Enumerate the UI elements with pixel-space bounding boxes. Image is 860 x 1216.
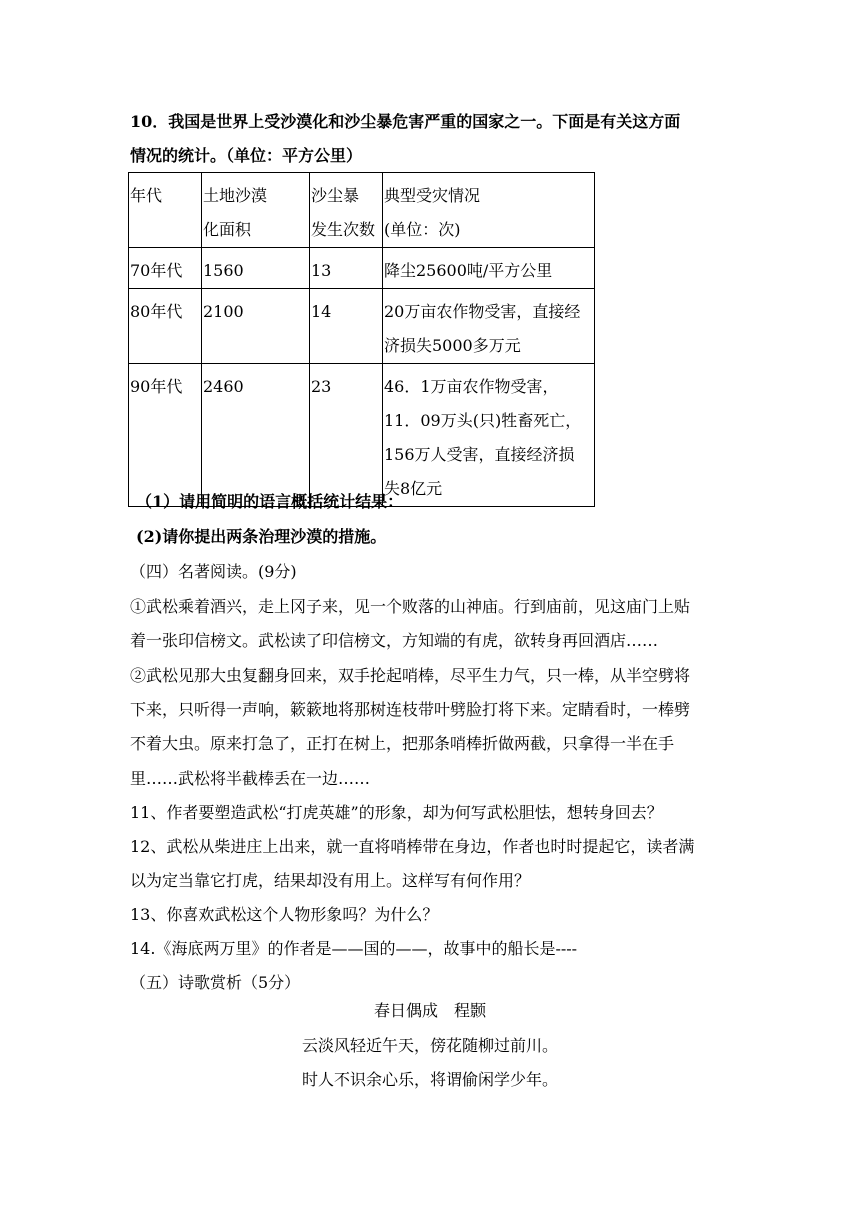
- question-10-line-2: 情况的统计。（单位：平方公里）: [130, 146, 363, 165]
- table-header-row: [129, 173, 595, 248]
- passage-2-line-3: 不着大虫。原来打急了，正打在树上，把那条哨棒折做两截，只拿得一半在手: [130, 734, 675, 753]
- cell-count: 23: [310, 364, 383, 507]
- question-11: 11、作者要塑造武松“打虎英雄”的形象，却为何写武松胆怯，想转身回去？: [130, 803, 663, 822]
- table-row: [129, 248, 595, 289]
- poem-line-1: 云淡风轻近午天，傍花随柳过前川。: [301, 1036, 558, 1055]
- header-damage: 典型受灾情况 (单位：次): [383, 173, 595, 248]
- desertification-stats-table: [128, 172, 595, 507]
- cell-decade: 90年代: [129, 364, 202, 507]
- passage-2-line-4: 里……武松将半截棒丢在一边……: [130, 769, 371, 788]
- header-area: 土地沙漠 化面积: [202, 173, 310, 248]
- header-count: 沙尘暴 发生次数: [310, 173, 383, 248]
- cell-count: 13: [310, 248, 383, 289]
- cell-area: 1560: [202, 248, 310, 289]
- question-12-line-1: 12、武松从柴进庄上出来，就一直将哨棒带在身边，作者也时时提起它，读者满: [130, 837, 695, 856]
- question-12-line-2: 以为定当靠它打虎，结果却没有用上。这样写有何作用？: [130, 871, 531, 890]
- cell-damage: 降尘25600吨/平方公里: [383, 248, 595, 289]
- table-row: [129, 289, 595, 364]
- header-decade: 年代: [129, 173, 202, 248]
- passage-2-line-2: 下来，只听得一声响，簌簌地将那树连枝带叶劈脸打将下来。定睛看时，一棒劈: [130, 700, 691, 719]
- cell-decade: 70年代: [129, 248, 202, 289]
- section-5-title: （五）诗歌赏析（5分）: [130, 973, 301, 992]
- passage-1-line-2: 着一张印信榜文。武松读了印信榜文，方知端的有虎，欲转身再回酒店……: [130, 631, 659, 650]
- cell-area: 2100: [202, 289, 310, 364]
- passage-2-line-1: ②武松见那大虫复翻身回来，双手抡起哨棒，尽平生力气，只一棒，从半空劈将: [130, 666, 691, 685]
- question-10-line-1: 10．我国是世界上受沙漠化和沙尘暴危害严重的国家之一。下面是有关这方面: [130, 112, 681, 131]
- cell-count: 14: [310, 289, 383, 364]
- table-row: [129, 364, 595, 507]
- poem-line-2: 时人不识余心乐，将谓偷闲学少年。: [301, 1070, 558, 1089]
- question-10-sub-1: （1）请用简明的语言概括统计结果：: [136, 492, 404, 511]
- cell-damage: 46．1万亩农作物受害， 11．09万头(只)牲畜死亡， 156万人受害，直接经济损 失8亿元: [383, 364, 595, 507]
- section-4-title: （四）名著阅读。(9分): [130, 562, 297, 581]
- question-13: 13、你喜欢武松这个人物形象吗？为什么？: [130, 905, 439, 924]
- poem-title: 春日偶成 程颢: [373, 1001, 486, 1020]
- cell-damage: 20万亩农作物受害，直接经 济损失5000多万元: [383, 289, 595, 364]
- question-10-sub-2: (2)请你提出两条治理沙漠的措施。: [136, 527, 387, 546]
- cell-area: 2460: [202, 364, 310, 507]
- cell-decade: 80年代: [129, 289, 202, 364]
- question-14: 14.《海底两万里》的作者是——国的——，故事中的船长是----: [130, 939, 578, 958]
- passage-1-line-1: ①武松乘着酒兴，走上冈子来，见一个败落的山神庙。行到庙前，见这庙门上贴: [130, 597, 691, 616]
